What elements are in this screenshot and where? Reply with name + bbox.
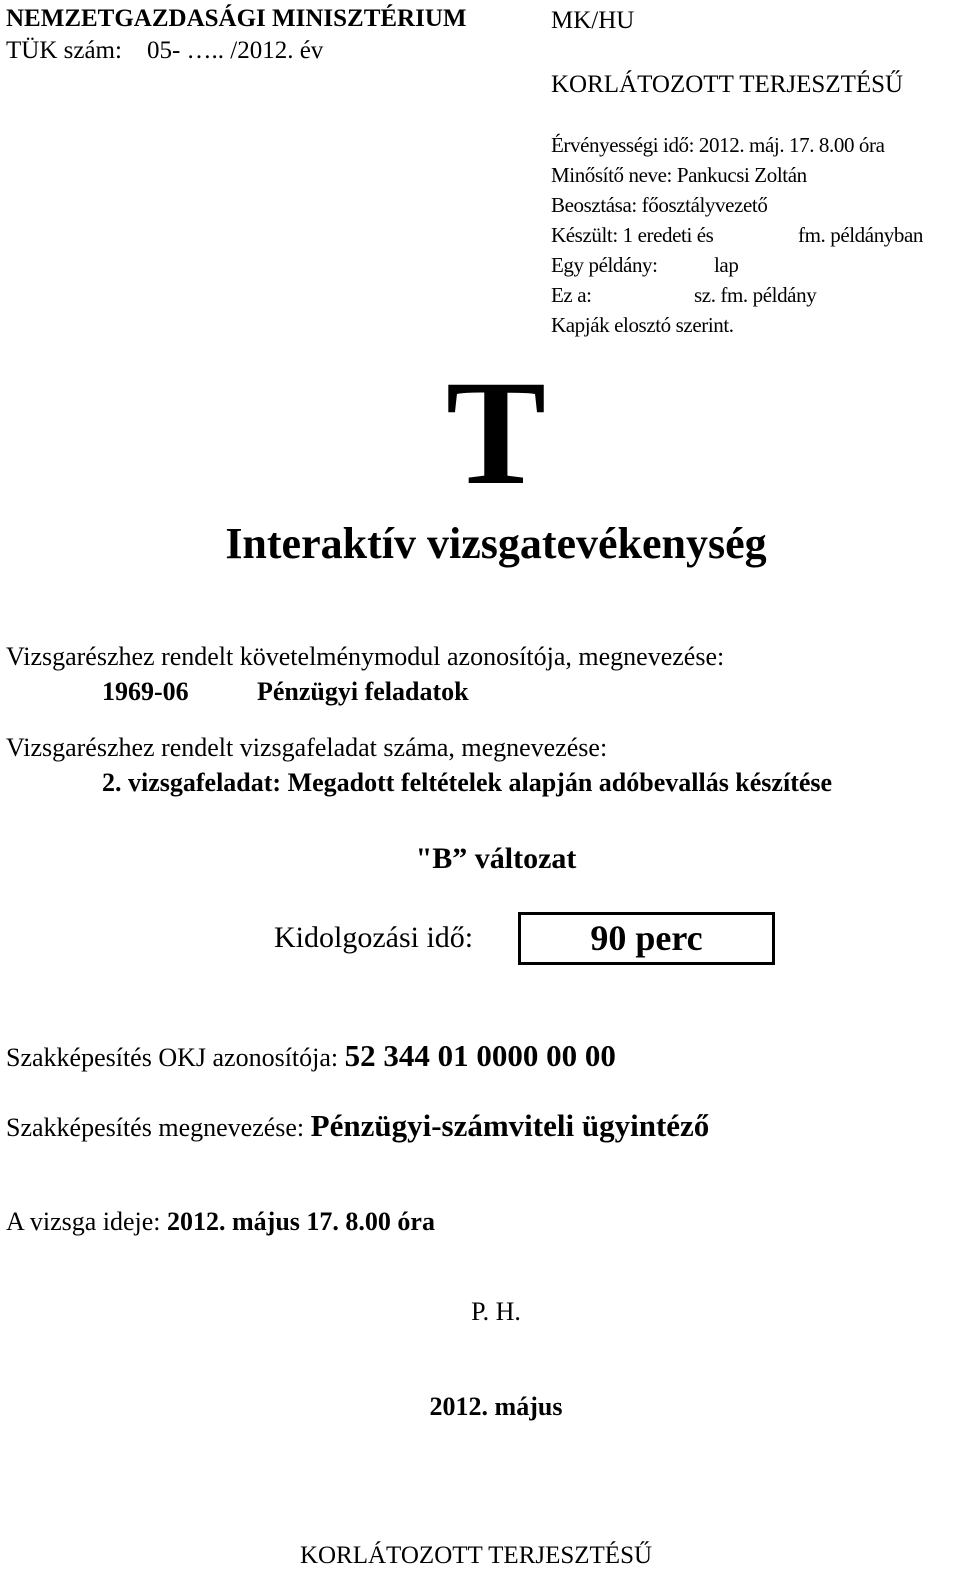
this-copy-line-right: sz. fm. példány bbox=[694, 283, 817, 307]
exam-date-row bbox=[6, 1205, 435, 1239]
exam-date-label: A vizsga ideje: bbox=[6, 1207, 161, 1236]
copy-line-right: lap bbox=[714, 253, 739, 277]
qualification-row bbox=[6, 1106, 709, 1148]
ministry-name: NEMZETGAZDASÁGI MINISZTÉRIUM bbox=[6, 5, 467, 32]
big-letter-t: T bbox=[445, 350, 547, 516]
copy-line-left: Egy példány: bbox=[551, 253, 658, 277]
position-line: Beosztása: főosztályvezető bbox=[551, 193, 768, 217]
task-value: 2. vizsgafeladat: Megadott feltételek alapján adóbevallás készítése bbox=[102, 768, 833, 797]
variant-label: "B” változat bbox=[415, 842, 577, 875]
this-copy-line-left: Ez a: bbox=[551, 283, 592, 307]
stamp-placeholder: P. H. bbox=[471, 1297, 521, 1326]
made-line-left: Készült: 1 eredeti és bbox=[551, 223, 714, 247]
qualifier-line: Minősítő neve: Pankucsi Zoltán bbox=[551, 163, 807, 187]
time-value: 90 perc bbox=[590, 918, 703, 958]
module-label: Vizsgarészhez rendelt követelménymodul azonosítója, megnevezése: bbox=[6, 642, 725, 671]
module-id: 1969-06 bbox=[102, 677, 189, 706]
okj-value: 52 344 01 0000 00 00 bbox=[344, 1038, 616, 1073]
exam-date-value: 2012. május 17. 8.00 óra bbox=[167, 1207, 435, 1236]
time-label: Kidolgozási idő: bbox=[274, 921, 474, 954]
made-line-right: fm. példányban bbox=[798, 223, 924, 247]
document-date: 2012. május bbox=[429, 1392, 563, 1421]
qualification-value: Pénzügyi-számviteli ügyintéző bbox=[310, 1108, 710, 1143]
okj-row bbox=[6, 1036, 616, 1078]
distribution-line: Kapják elosztó szerint. bbox=[551, 313, 734, 337]
classification-footer: KORLÁTOZOTT TERJESZTÉSŰ bbox=[299, 1542, 653, 1569]
okj-label: Szakképesítés OKJ azonosítója: bbox=[6, 1043, 339, 1072]
time-box bbox=[518, 912, 775, 965]
classification-top: KORLÁTOZOTT TERJESZTÉSŰ bbox=[551, 71, 904, 98]
document-code: MK/HU bbox=[551, 7, 635, 34]
validity-line: Érvényességi idő: 2012. máj. 17. 8.00 óra bbox=[551, 133, 885, 157]
qualification-label: Szakképesítés megnevezése: bbox=[6, 1113, 305, 1142]
task-label: Vizsgarészhez rendelt vizsgafeladat száma, megnevezése: bbox=[6, 733, 608, 762]
tuk-number: TÜK szám: 05- ….. /2012. év bbox=[6, 37, 324, 64]
module-name: Pénzügyi feladatok bbox=[257, 677, 469, 706]
page-title: Interaktív vizsgatevékenység bbox=[225, 519, 767, 568]
